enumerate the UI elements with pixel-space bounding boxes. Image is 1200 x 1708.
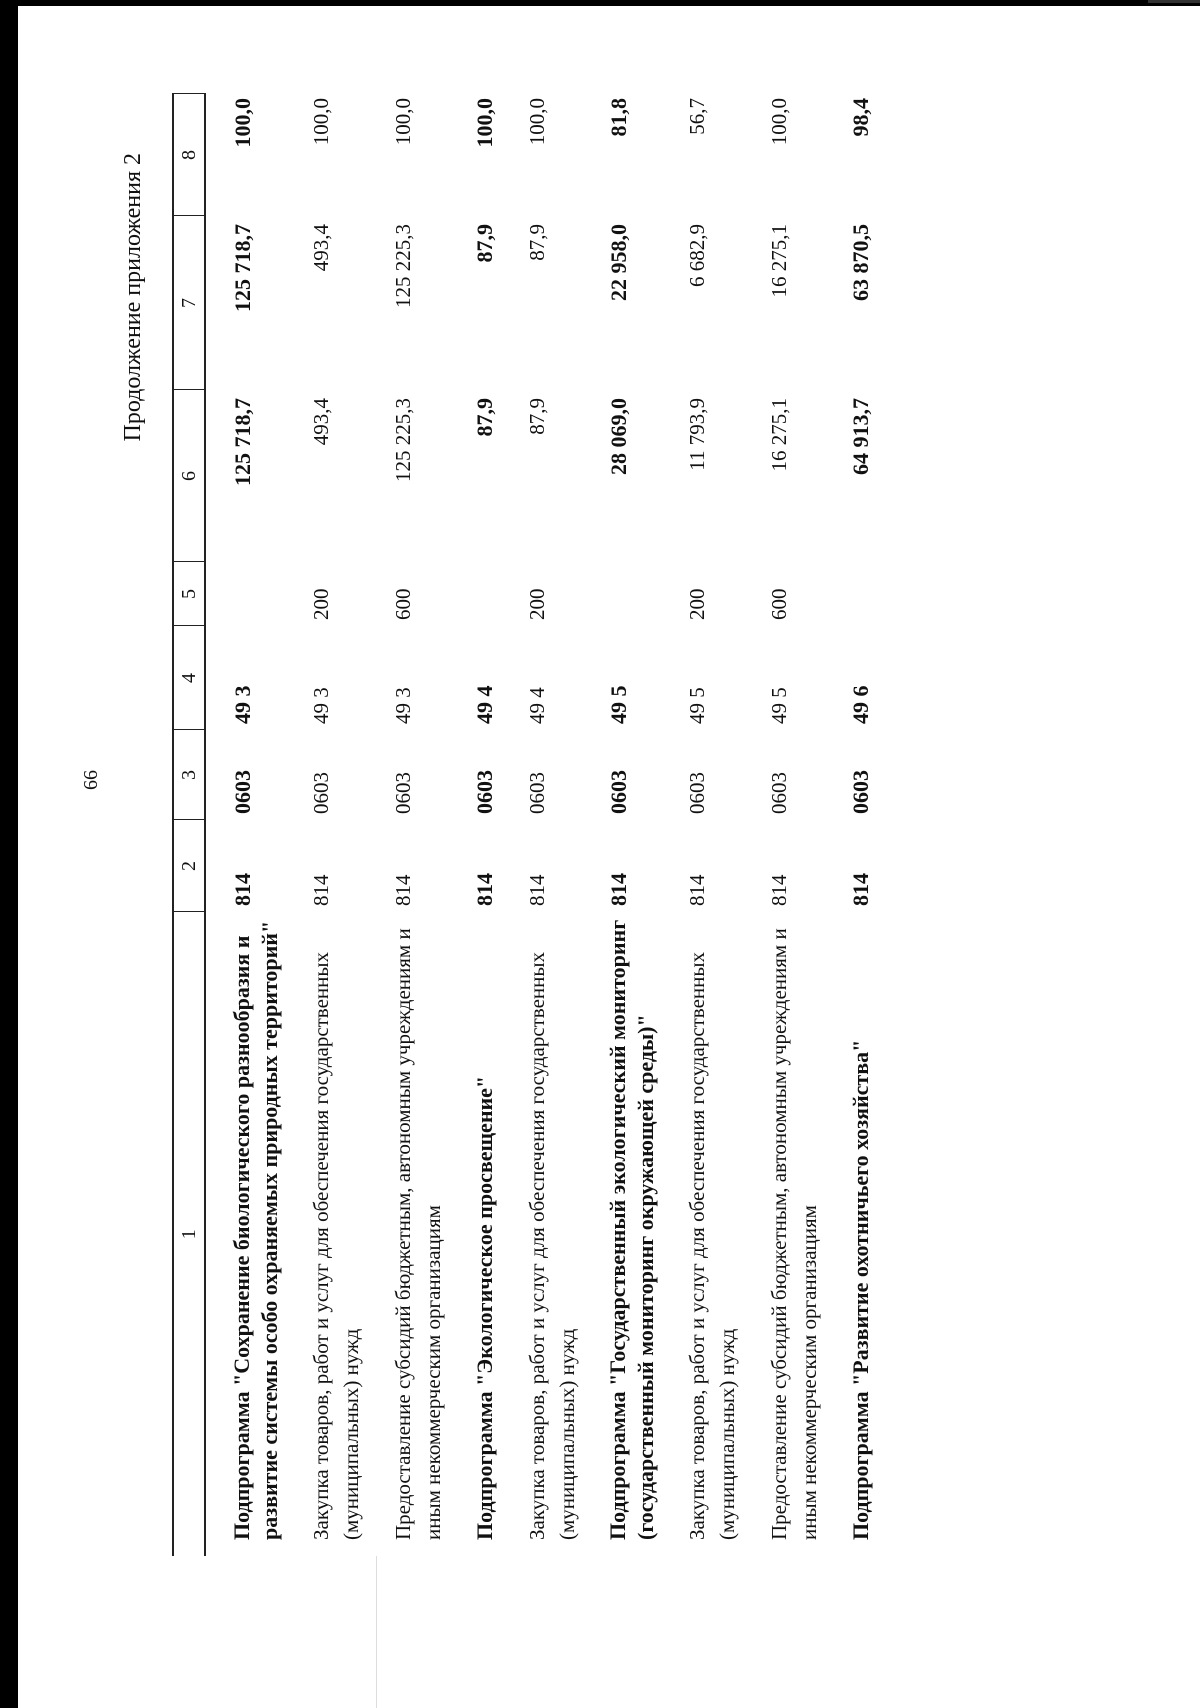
execution-percent: 56,7 bbox=[685, 98, 709, 135]
table-row bbox=[846, 94, 876, 1556]
plan-amount: 125 225,3 bbox=[391, 398, 415, 482]
execution-percent: 100,0 bbox=[309, 98, 333, 146]
row-name: Подпрограмма "Экологическое просвещение" bbox=[472, 1075, 497, 1540]
execution-percent: 100,0 bbox=[525, 98, 549, 146]
ministry-code: 814 bbox=[309, 874, 333, 906]
column-header: 1 bbox=[173, 912, 205, 1556]
table-row bbox=[306, 94, 366, 1556]
row-name: Закупка товаров, работ и услуг для обеспечения государственных (муниципальных) нужд bbox=[309, 951, 363, 1540]
row-name: Предоставление субсидий бюджетным, автономным учреждениям и иным некоммерческим организациям bbox=[767, 928, 821, 1540]
target-code: 49 3 bbox=[391, 687, 415, 724]
row-name: Закупка товаров, работ и услуг для обеспечения государственных (муниципальных) нужд bbox=[685, 951, 739, 1540]
execution-percent: 100,0 bbox=[472, 98, 497, 148]
column-number-row bbox=[173, 94, 205, 1556]
appendix-heading: Продолжение приложения 2 bbox=[120, 153, 146, 442]
fact-amount: 125 718,7 bbox=[230, 224, 255, 312]
plan-amount: 16 275,1 bbox=[767, 398, 791, 472]
target-code: 49 5 bbox=[685, 687, 709, 724]
plan-amount: 87,9 bbox=[472, 398, 497, 437]
fact-amount: 87,9 bbox=[525, 224, 549, 261]
expense-type-code: 200 bbox=[685, 588, 709, 620]
execution-percent: 100,0 bbox=[230, 98, 255, 148]
expense-type-code bbox=[604, 562, 660, 626]
fact-amount: 125 225,3 bbox=[391, 224, 415, 308]
plan-amount: 87,9 bbox=[525, 398, 549, 435]
fact-amount: 87,9 bbox=[472, 224, 497, 263]
column-header: 4 bbox=[173, 626, 205, 730]
expense-type-code bbox=[228, 562, 284, 626]
row-name: Закупка товаров, работ и услуг для обеспечения государственных (муниципальных) нужд bbox=[525, 951, 579, 1540]
section-code: 0603 bbox=[309, 772, 333, 814]
target-code: 49 4 bbox=[525, 687, 549, 724]
ministry-code: 814 bbox=[767, 874, 791, 906]
column-header: 7 bbox=[173, 216, 205, 390]
table-row bbox=[764, 94, 824, 1556]
expense-type-code bbox=[470, 562, 500, 626]
column-header: 3 bbox=[173, 730, 205, 820]
row-name: Подпрограмма "Государственный экологический мониторинг (государственный мониторинг окружающей среды)" bbox=[605, 919, 658, 1540]
execution-percent: 100,0 bbox=[767, 98, 791, 146]
section-code: 0603 bbox=[472, 770, 497, 814]
plan-amount: 28 069,0 bbox=[606, 398, 631, 475]
ministry-code: 814 bbox=[391, 874, 415, 906]
fact-amount: 22 958,0 bbox=[606, 224, 631, 301]
table-row bbox=[388, 94, 448, 1556]
budget-table bbox=[172, 94, 876, 1557]
ministry-code: 814 bbox=[606, 873, 631, 906]
column-header: 8 bbox=[173, 94, 205, 216]
table-row bbox=[470, 94, 500, 1556]
section-code: 0603 bbox=[391, 772, 415, 814]
expense-type-code: 200 bbox=[309, 588, 333, 620]
section-code: 0603 bbox=[230, 770, 255, 814]
ministry-code: 814 bbox=[525, 874, 549, 906]
execution-percent: 100,0 bbox=[391, 98, 415, 146]
ministry-code: 814 bbox=[230, 873, 255, 906]
plan-amount: 64 913,7 bbox=[848, 398, 873, 475]
column-header: 2 bbox=[173, 820, 205, 912]
target-code: 49 5 bbox=[606, 685, 631, 724]
fact-amount: 493,4 bbox=[309, 224, 333, 272]
fact-amount: 6 682,9 bbox=[685, 224, 709, 287]
ministry-code: 814 bbox=[472, 873, 497, 906]
column-header: 5 bbox=[173, 562, 205, 626]
page-number: 66 bbox=[80, 770, 102, 790]
table-row bbox=[228, 94, 284, 1556]
plan-amount: 493,4 bbox=[309, 398, 333, 446]
plan-amount: 11 793,9 bbox=[685, 398, 709, 471]
table-row bbox=[604, 94, 660, 1556]
ministry-code: 814 bbox=[685, 874, 709, 906]
fact-amount: 63 870,5 bbox=[848, 224, 873, 301]
fact-amount: 16 275,1 bbox=[767, 224, 791, 298]
plan-amount: 125 718,7 bbox=[230, 398, 255, 486]
target-code: 49 6 bbox=[848, 685, 873, 724]
section-code: 0603 bbox=[848, 770, 873, 814]
expense-type-code: 600 bbox=[767, 588, 791, 620]
row-name: Подпрограмма "Развитие охотничьего хозяйства" bbox=[848, 1039, 873, 1540]
section-code: 0603 bbox=[606, 770, 631, 814]
row-name: Предоставление субсидий бюджетным, автономным учреждениям и иным некоммерческим организациям bbox=[391, 928, 445, 1540]
section-code: 0603 bbox=[525, 772, 549, 814]
expense-type-code: 200 bbox=[525, 588, 549, 620]
section-code: 0603 bbox=[685, 772, 709, 814]
target-code: 49 4 bbox=[472, 685, 497, 724]
expense-type-code bbox=[846, 562, 876, 626]
expense-type-code: 600 bbox=[391, 588, 415, 620]
ministry-code: 814 bbox=[848, 873, 873, 906]
table-row bbox=[522, 94, 582, 1556]
column-header: 6 bbox=[173, 390, 205, 562]
target-code: 49 5 bbox=[767, 687, 791, 724]
execution-percent: 81,8 bbox=[606, 98, 631, 137]
section-code: 0603 bbox=[767, 772, 791, 814]
row-name: Подпрограмма "Сохранение биологического разнообразия и развитие системы особо охраняемых природных территорий" bbox=[229, 920, 282, 1540]
execution-percent: 98,4 bbox=[848, 98, 873, 137]
target-code: 49 3 bbox=[230, 685, 255, 724]
table-row bbox=[682, 94, 742, 1556]
target-code: 49 3 bbox=[309, 687, 333, 724]
